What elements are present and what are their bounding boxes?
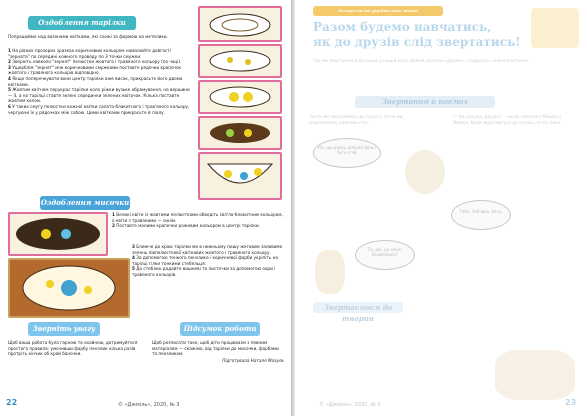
mascot-illustration xyxy=(531,8,579,48)
step-photo-2 xyxy=(198,44,282,78)
attention-text: Щоб ваша робота була гарною та охайною, дотримуйтеся простого правила: умочивши фарбу пензлик кілька разів протріть кінчик об край баночки. xyxy=(8,340,138,357)
step-photo-3 xyxy=(198,80,282,114)
step-2: 2 Зверніть навколо "зернят" пелюстки жовтого і травяного кольору (по чаці). xyxy=(8,59,182,65)
plate-photo xyxy=(10,260,128,316)
plate-photo xyxy=(200,82,280,112)
finished-plate-photo xyxy=(8,258,130,318)
step-photo-5 xyxy=(198,152,282,200)
step-2b: 2 Поставте малими крапочки рожевим кольором в центрі тарілки. xyxy=(112,223,260,229)
section-heading-attention: Зверніть увагу xyxy=(28,322,100,336)
summary-text: Щоб розписати таке, щоб діти працювали з певним матеріалом — скажімо, від тарілки до мисочки, фарбами та пензликом. Підготувала Наталя Мазуль xyxy=(152,340,284,363)
plate-photo xyxy=(200,118,280,148)
section-heading-plate: Оздоблення тарілки xyxy=(28,16,136,30)
column-2-text: — Чи сумуєш, друже? — мило запитала Мишка у Жабки. Коли звертаються до когось, то по імені. xyxy=(453,114,562,125)
title-line-2: як до друзів слід звертатись! xyxy=(313,35,521,49)
animals-illustration xyxy=(495,350,575,400)
page-title xyxy=(313,20,520,50)
speech-bubble: Тебе, Зайчику, бачу. xyxy=(451,200,511,230)
left-page xyxy=(0,0,291,416)
plate-photo xyxy=(10,214,106,254)
speech-bubble: Ой, що ранку добрий день! Чути спів. xyxy=(313,138,381,168)
steps-list-2-b xyxy=(132,244,284,278)
rubric-label: Розмовляємо українською мовою xyxy=(313,6,443,16)
section-heading-bowl: Оздоблення мисочки xyxy=(40,196,130,210)
intro-paragraph: Попрацюймо над вазонами квітками, які схожі за формою на метелики. xyxy=(8,34,168,39)
step-photo-1 xyxy=(198,6,282,42)
speech-bubble: Ти, дів, до мене, Ведмедику? xyxy=(355,240,415,270)
footer-left: © «Джміль», 2020, № 3 xyxy=(118,402,180,408)
step-1b: 1 Великі квіти із жовтими пелюстками обведіть світло-блакитним кольором, а квіти з травяними — синім. xyxy=(112,212,283,223)
author-signature: Підготувала Наталя Мазуль xyxy=(222,357,284,363)
lead-text: Так ми звертаємося до інших у нашій мові: можна сказати «друже», «подруго», «пане вчителю». xyxy=(313,58,530,63)
bowl-photo xyxy=(200,154,280,198)
step-4b: 4 За допомогою тонкого пензлика і коричневої фарби укріпіть на тарілці гілки тонкими стебельця. xyxy=(132,255,278,266)
plate-photo xyxy=(200,46,280,76)
page-number-left: 22 xyxy=(6,398,18,407)
title-line-1: Разом будемо навчатись, xyxy=(313,20,492,34)
bear-illustration xyxy=(405,150,445,194)
steps-list-2-a xyxy=(112,212,284,229)
intro-text xyxy=(8,34,193,41)
steps-list-1 xyxy=(8,48,193,115)
step-6: 6 У таких смугу пелюстки кожної квітки салата-блакитного і трав'яного кольору, чергуючи їх у рядочках між собою. Цими квітками прикрасьте й піалу. xyxy=(8,103,190,115)
right-page xyxy=(295,0,587,416)
step-4: 4 Якщо поперечкувати вони центр тарілки аже висок, прикрасьте його двома квітками. xyxy=(8,75,183,87)
footer-right: © «Джміль», 2020, № 3 xyxy=(319,402,381,408)
step-3: 3 Ущерблім "зернят" між коричновими смужками поставте рядочки крапочок жовтого і травяного кольорів відповідно. xyxy=(8,64,182,76)
step-3b: 3 Ближче до краю тарілки ми в нижньому пишу жеговим заливимо зелень півпелюстковії квіткових жовтого і травяного кольору. xyxy=(132,244,283,255)
page-number-right: 23 xyxy=(565,398,577,407)
plate-sample-photo xyxy=(8,212,108,256)
step-1: 1 На рівних прозорих зразках коричневим кольором намалюйте довгасті "зерната" по середині кожного проводу по 3 точки смужки. xyxy=(8,48,171,59)
rabbit-illustration xyxy=(315,250,345,294)
step-5b: 5 До стеблин додайте вишневі та листочки за допомогою охри і травяного кольорів. xyxy=(132,266,276,277)
step-5: 5 Жовтим квітнем перукрас тарілки коло ріжки вузьке обрамування, на вершини — 4, а на тарілці ставте зелені серединки зелених квіточок. Кілька поставте жовтим колом. xyxy=(8,87,190,104)
step-photo-4 xyxy=(198,116,282,150)
column-1-text: Часто ми звертаємось до одного. Коли ми звертаємося, кажемо «ти». xyxy=(309,114,403,125)
section-heading-summary: Підсумок роботи xyxy=(180,322,260,336)
section-heading-right: Звертання в поемах xyxy=(355,96,495,108)
plate-photo xyxy=(200,8,280,40)
section-heading-animals: Звертаємося до тварин xyxy=(313,302,403,313)
